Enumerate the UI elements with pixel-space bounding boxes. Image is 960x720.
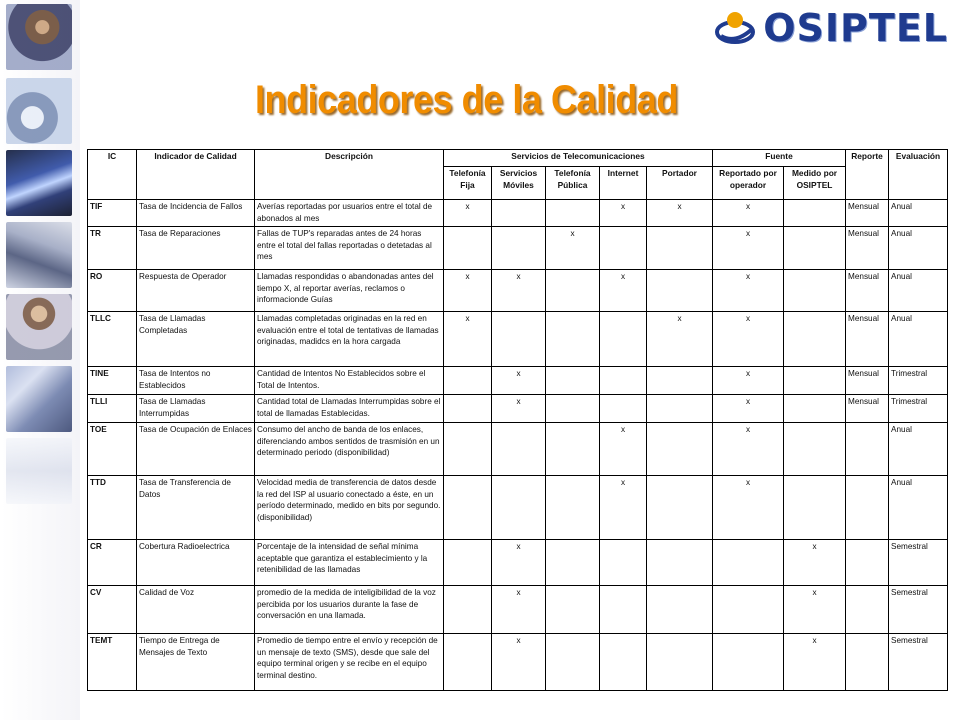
cell-portador bbox=[647, 634, 713, 691]
cell-portador bbox=[647, 270, 713, 312]
cell-reporte bbox=[846, 586, 889, 634]
payphone-user-photo bbox=[6, 294, 72, 360]
col-internet: Internet bbox=[600, 167, 647, 200]
cell-internet bbox=[600, 634, 647, 691]
osiptel-logo bbox=[715, 6, 948, 50]
cell-indicador: Respuesta de Operador bbox=[137, 270, 255, 312]
cell-moviles: x bbox=[492, 540, 546, 586]
cell-publica bbox=[546, 270, 600, 312]
col-medido-osiptel: Medido por OSIPTEL bbox=[784, 167, 846, 200]
cell-moviles bbox=[492, 227, 546, 270]
cell-portador bbox=[647, 367, 713, 395]
cell-ic: TR bbox=[88, 227, 137, 270]
cell-reporte: Mensual bbox=[846, 200, 889, 227]
col-descripcion: Descripción bbox=[255, 150, 444, 200]
fiber-optic-photo bbox=[6, 150, 72, 216]
photo-strip bbox=[0, 0, 80, 720]
cell-portador: x bbox=[647, 200, 713, 227]
cell-reporte bbox=[846, 423, 889, 476]
cell-fija bbox=[444, 476, 492, 540]
col-evaluacion: Evaluación bbox=[889, 150, 948, 200]
cell-reportado: x bbox=[713, 367, 784, 395]
cell-medido: x bbox=[784, 540, 846, 586]
cell-descripcion: Promedio de tiempo entre el envío y recepción de un mensaje de texto (SMS), desde que sale del equipo terminal origen y se recibe en el equipo terminal destino. bbox=[255, 634, 444, 691]
cell-reportado bbox=[713, 540, 784, 586]
cell-internet bbox=[600, 227, 647, 270]
cell-indicador: Tiempo de Entrega de Mensajes de Texto bbox=[137, 634, 255, 691]
col-reporte: Reporte bbox=[846, 150, 889, 200]
cell-fija bbox=[444, 586, 492, 634]
cell-ic: TINE bbox=[88, 367, 137, 395]
cell-reporte bbox=[846, 540, 889, 586]
cell-fija: x bbox=[444, 270, 492, 312]
cell-descripcion: Llamadas respondidas o abandonadas antes del tiempo X, al reportar averías, reclamos o informacionde Guías bbox=[255, 270, 444, 312]
cell-ic: TEMT bbox=[88, 634, 137, 691]
cell-moviles: x bbox=[492, 270, 546, 312]
logo-mark-icon bbox=[715, 8, 759, 48]
cell-indicador: Tasa de Incidencia de Fallos bbox=[137, 200, 255, 227]
col-reportado-operador: Reportado por operador bbox=[713, 167, 784, 200]
cell-descripcion: Llamadas completadas originadas en la red en evaluación entre el total de tentativas de llamadas originadas, madidcs en la hora cargada bbox=[255, 312, 444, 367]
cell-fija: x bbox=[444, 312, 492, 367]
table-row bbox=[88, 634, 948, 691]
cell-fija: x bbox=[444, 200, 492, 227]
cell-moviles bbox=[492, 312, 546, 367]
cell-internet bbox=[600, 367, 647, 395]
cell-reportado bbox=[713, 634, 784, 691]
cell-medido bbox=[784, 270, 846, 312]
cell-internet: x bbox=[600, 476, 647, 540]
logo-text: OSIPTEL bbox=[763, 6, 948, 50]
cell-internet: x bbox=[600, 423, 647, 476]
cell-publica bbox=[546, 200, 600, 227]
col-ic: IC bbox=[88, 150, 137, 200]
col-indicador: Indicador de Calidad bbox=[137, 150, 255, 200]
cell-evaluacion: Trimestral bbox=[889, 367, 948, 395]
cell-ic: TOE bbox=[88, 423, 137, 476]
cell-ic: TLLI bbox=[88, 395, 137, 423]
cell-descripcion: Cantidad total de Llamadas Interrumpidas sobre el total de llamadas Establecidas. bbox=[255, 395, 444, 423]
cell-reportado: x bbox=[713, 395, 784, 423]
cell-portador bbox=[647, 227, 713, 270]
table-row bbox=[88, 476, 948, 540]
cell-publica bbox=[546, 423, 600, 476]
cell-reporte: Mensual bbox=[846, 395, 889, 423]
cell-ic: CV bbox=[88, 586, 137, 634]
faded-photo bbox=[6, 438, 72, 504]
cell-medido bbox=[784, 227, 846, 270]
keypad-photo bbox=[6, 366, 72, 432]
cell-portador bbox=[647, 476, 713, 540]
cell-reportado: x bbox=[713, 312, 784, 367]
cell-portador bbox=[647, 423, 713, 476]
cell-evaluacion: Anual bbox=[889, 423, 948, 476]
cell-moviles: x bbox=[492, 395, 546, 423]
table-row bbox=[88, 200, 948, 227]
cell-evaluacion: Anual bbox=[889, 476, 948, 540]
table-row bbox=[88, 586, 948, 634]
cell-internet bbox=[600, 586, 647, 634]
cell-reporte bbox=[846, 476, 889, 540]
cell-ic: RO bbox=[88, 270, 137, 312]
cell-publica: x bbox=[546, 227, 600, 270]
cell-fija bbox=[444, 367, 492, 395]
cell-portador bbox=[647, 540, 713, 586]
cell-evaluacion: Semestral bbox=[889, 586, 948, 634]
cell-descripcion: Velocidad media de transferencia de datos desde la red del ISP al usuario conectado a éste, en un período determinado, medido en bits por segundo. (disponibilidad) bbox=[255, 476, 444, 540]
page-title: Indicadores de la Calidad bbox=[255, 78, 678, 122]
cell-descripcion: Consumo del ancho de banda de los enlaces, diferenciando ambos sentidos de trasmisión en un determinado periodo (disponibilidad) bbox=[255, 423, 444, 476]
cell-internet bbox=[600, 312, 647, 367]
table-row bbox=[88, 312, 948, 367]
cell-reporte: Mensual bbox=[846, 227, 889, 270]
cell-medido: x bbox=[784, 634, 846, 691]
cell-fija bbox=[444, 540, 492, 586]
cell-moviles bbox=[492, 200, 546, 227]
cell-indicador: Cobertura Radioelectrica bbox=[137, 540, 255, 586]
cell-descripcion: Porcentaje de la intensidad de señal mínima aceptable que garantiza el establecimiento y la retenibilidad de las llamadas bbox=[255, 540, 444, 586]
cell-descripcion: promedio de la medida de inteligibilidad de la voz percibida por los usuarios durante la fase de conversación en una llamada. bbox=[255, 586, 444, 634]
cell-evaluacion: Anual bbox=[889, 312, 948, 367]
cell-reportado bbox=[713, 586, 784, 634]
cell-descripcion: Averías reportadas por usuarios entre el total de abonados al mes bbox=[255, 200, 444, 227]
cell-publica bbox=[546, 395, 600, 423]
cell-medido: x bbox=[784, 586, 846, 634]
cell-moviles: x bbox=[492, 367, 546, 395]
cell-reporte: Mensual bbox=[846, 270, 889, 312]
cell-evaluacion: Semestral bbox=[889, 540, 948, 586]
table-row bbox=[88, 367, 948, 395]
cell-reportado: x bbox=[713, 270, 784, 312]
cell-moviles bbox=[492, 476, 546, 540]
cell-ic: TLLC bbox=[88, 312, 137, 367]
cell-indicador: Tasa de Ocupación de Enlaces bbox=[137, 423, 255, 476]
cell-evaluacion: Anual bbox=[889, 270, 948, 312]
cell-indicador: Tasa de Transferencia de Datos bbox=[137, 476, 255, 540]
col-servicios-moviles: Servicios Móviles bbox=[492, 167, 546, 200]
cell-reportado: x bbox=[713, 200, 784, 227]
cell-moviles bbox=[492, 423, 546, 476]
table-row bbox=[88, 270, 948, 312]
cell-publica bbox=[546, 367, 600, 395]
table-row bbox=[88, 540, 948, 586]
cell-reportado: x bbox=[713, 476, 784, 540]
cell-indicador: Tasa de Llamadas Completadas bbox=[137, 312, 255, 367]
cell-portador bbox=[647, 586, 713, 634]
cell-internet: x bbox=[600, 270, 647, 312]
table-row bbox=[88, 395, 948, 423]
cell-internet bbox=[600, 540, 647, 586]
cell-internet: x bbox=[600, 200, 647, 227]
cell-reportado: x bbox=[713, 227, 784, 270]
cell-indicador: Tasa de Reparaciones bbox=[137, 227, 255, 270]
cell-medido bbox=[784, 395, 846, 423]
cell-medido bbox=[784, 200, 846, 227]
cell-evaluacion: Trimestral bbox=[889, 395, 948, 423]
cell-indicador: Calidad de Voz bbox=[137, 586, 255, 634]
cell-portador bbox=[647, 395, 713, 423]
cell-medido bbox=[784, 476, 846, 540]
cell-evaluacion: Anual bbox=[889, 227, 948, 270]
cell-reporte: Mensual bbox=[846, 367, 889, 395]
cell-evaluacion: Anual bbox=[889, 200, 948, 227]
cell-medido bbox=[784, 423, 846, 476]
table-row bbox=[88, 423, 948, 476]
cell-medido bbox=[784, 312, 846, 367]
satellite-dish-photo bbox=[6, 78, 72, 144]
cell-publica bbox=[546, 476, 600, 540]
cell-publica bbox=[546, 540, 600, 586]
antenna-photo bbox=[6, 222, 72, 288]
cell-publica bbox=[546, 586, 600, 634]
cell-portador: x bbox=[647, 312, 713, 367]
cell-ic: TIF bbox=[88, 200, 137, 227]
cell-medido bbox=[784, 367, 846, 395]
cell-fija bbox=[444, 634, 492, 691]
cell-internet bbox=[600, 395, 647, 423]
col-telefonia-fija: Telefonía Fija bbox=[444, 167, 492, 200]
col-group-servicios: Servicios de Telecomunicaciones bbox=[444, 150, 713, 167]
header-row bbox=[88, 150, 948, 167]
cell-fija bbox=[444, 227, 492, 270]
cell-reporte: Mensual bbox=[846, 312, 889, 367]
cell-evaluacion: Semestral bbox=[889, 634, 948, 691]
cell-publica bbox=[546, 312, 600, 367]
cell-moviles: x bbox=[492, 634, 546, 691]
cell-reportado: x bbox=[713, 423, 784, 476]
cell-ic: CR bbox=[88, 540, 137, 586]
cell-fija bbox=[444, 395, 492, 423]
col-group-fuente: Fuente bbox=[713, 150, 846, 167]
col-portador: Portador bbox=[647, 167, 713, 200]
cell-moviles: x bbox=[492, 586, 546, 634]
cell-descripcion: Fallas de TUP's reparadas antes de 24 horas entre el total del fallas reportadas o detetadas al mes bbox=[255, 227, 444, 270]
table-row bbox=[88, 227, 948, 270]
cell-descripcion: Cantidad de Intentos No Establecidos sobre el Total de Intentos. bbox=[255, 367, 444, 395]
cell-indicador: Tasa de Intentos no Establecidos bbox=[137, 367, 255, 395]
cell-ic: TTD bbox=[88, 476, 137, 540]
cell-fija bbox=[444, 423, 492, 476]
cell-reporte bbox=[846, 634, 889, 691]
cell-indicador: Tasa de Llamadas Interrumpidas bbox=[137, 395, 255, 423]
person-photo bbox=[6, 4, 72, 70]
col-telefonia-publica: Telefonía Pública bbox=[546, 167, 600, 200]
quality-indicators-table bbox=[87, 149, 948, 691]
cell-publica bbox=[546, 634, 600, 691]
table-body bbox=[88, 200, 948, 691]
